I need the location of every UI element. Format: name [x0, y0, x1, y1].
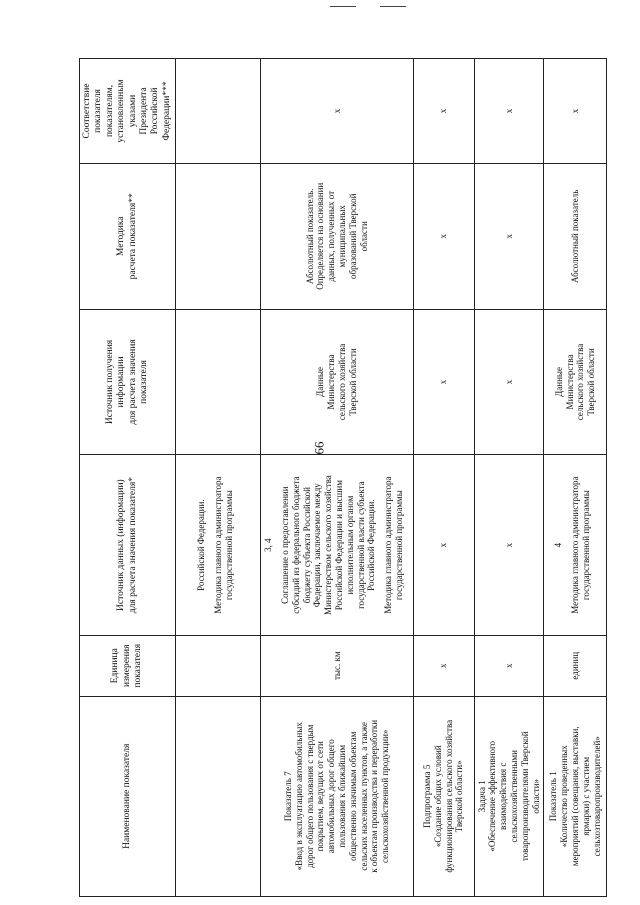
cell-name: Показатель 1 «Количество проведенных мероприятий (совещания, выставки, ярмарки) с участием сельхозтоваропроизводителей» [544, 696, 607, 896]
cell-name: Задача 1 «Обеспечение эффективного взаимодействия с сельскохозяйственными товаропроизводителями Тверской области» [474, 696, 544, 896]
indicators-table [79, 58, 607, 897]
cell-president: х [544, 59, 607, 164]
source-method: Методика главного администратора государственной программы [383, 476, 404, 614]
cell-method [176, 163, 261, 309]
cell-president: х [474, 59, 544, 164]
cell-unit: единиц [544, 635, 607, 696]
cell-source: х [474, 455, 544, 636]
cell-source: х [413, 455, 474, 636]
rotated-table-wrapper [79, 58, 602, 897]
header-president: Соответствие показателя показателям, установленным указами Президента Российской Федерации*** [80, 59, 176, 164]
table-header-row [80, 59, 176, 897]
source-method: Методика главного администратора государственной программы [570, 476, 591, 614]
table-row-continuation [176, 59, 261, 897]
cell-method: Абсолютный показатель. Определяется на основании данных, полученных от муниципальных образований Тверской области [261, 163, 414, 309]
source-ref: 3, 4 [263, 538, 274, 552]
cell-source [544, 455, 607, 636]
source-text: Соглашение о предоставлении субсидий из федерального бюджета бюджету субъекта Российской Федерации, заключаемое между Министерством сельского хозяйства Российской Федерации и высшим исполнительным органом государственной власти субъекта Российской Федерации. [279, 475, 377, 616]
cell-info: х [413, 309, 474, 455]
table-row-indicator1 [544, 59, 607, 897]
source-ref: 4 [553, 542, 564, 548]
cell-source [176, 455, 261, 636]
cell-info [176, 309, 261, 455]
table-row-subprogram5 [413, 59, 474, 897]
cell-method: Абсолютный показатель [544, 163, 607, 309]
cell-info: х [474, 309, 544, 455]
cell-unit: тыс. км [261, 635, 414, 696]
source-method: Методика главного администратора государственной программы [212, 476, 234, 614]
header-name: Наименование показателя [80, 696, 176, 896]
cell-president: х [413, 59, 474, 164]
cell-info: Данные Министерства сельского хозяйства Тверской области [544, 309, 607, 455]
table-row-indicator7 [261, 59, 414, 897]
cell-method: х [474, 163, 544, 309]
cell-unit: х [474, 635, 544, 696]
cell-president: х [261, 59, 414, 164]
cell-name: Показатель 7 «Ввод в эксплуатацию автомобильных дорог общего пользования с твердым покрытием, ведущих от сети автомобильных дорог общего пользования к ближайшим общественно значимым объектам сельских населенных пунктов, а также к объектам производства и переработки сельскохозяйственной продукции» [261, 696, 414, 896]
cell-president [176, 59, 261, 164]
header-info: Источник получения информации для расчета значения показателя [80, 309, 176, 455]
header-method: Методика расчета показателя** [80, 163, 176, 309]
cell-info: Данные Министерства сельского хозяйства Тверской области [261, 309, 414, 455]
cell-unit: х [413, 635, 474, 696]
cell-name [176, 696, 261, 896]
cell-name: Подпрограмма 5 «Создание общих условий функционирования сельского хозяйства Тверской области» [413, 696, 474, 896]
page-number: 66 [311, 441, 327, 455]
cell-unit [176, 635, 261, 696]
table-row-task1 [474, 59, 544, 897]
source-text: Российской Федерации. [195, 499, 206, 591]
cell-method: х [413, 163, 474, 309]
header-source: Источник данных (информации) для расчета значения показателя* [80, 455, 176, 636]
cell-source [261, 455, 414, 636]
header-unit: Единица измерения показателя [80, 635, 176, 696]
scan-marks [0, 6, 640, 12]
